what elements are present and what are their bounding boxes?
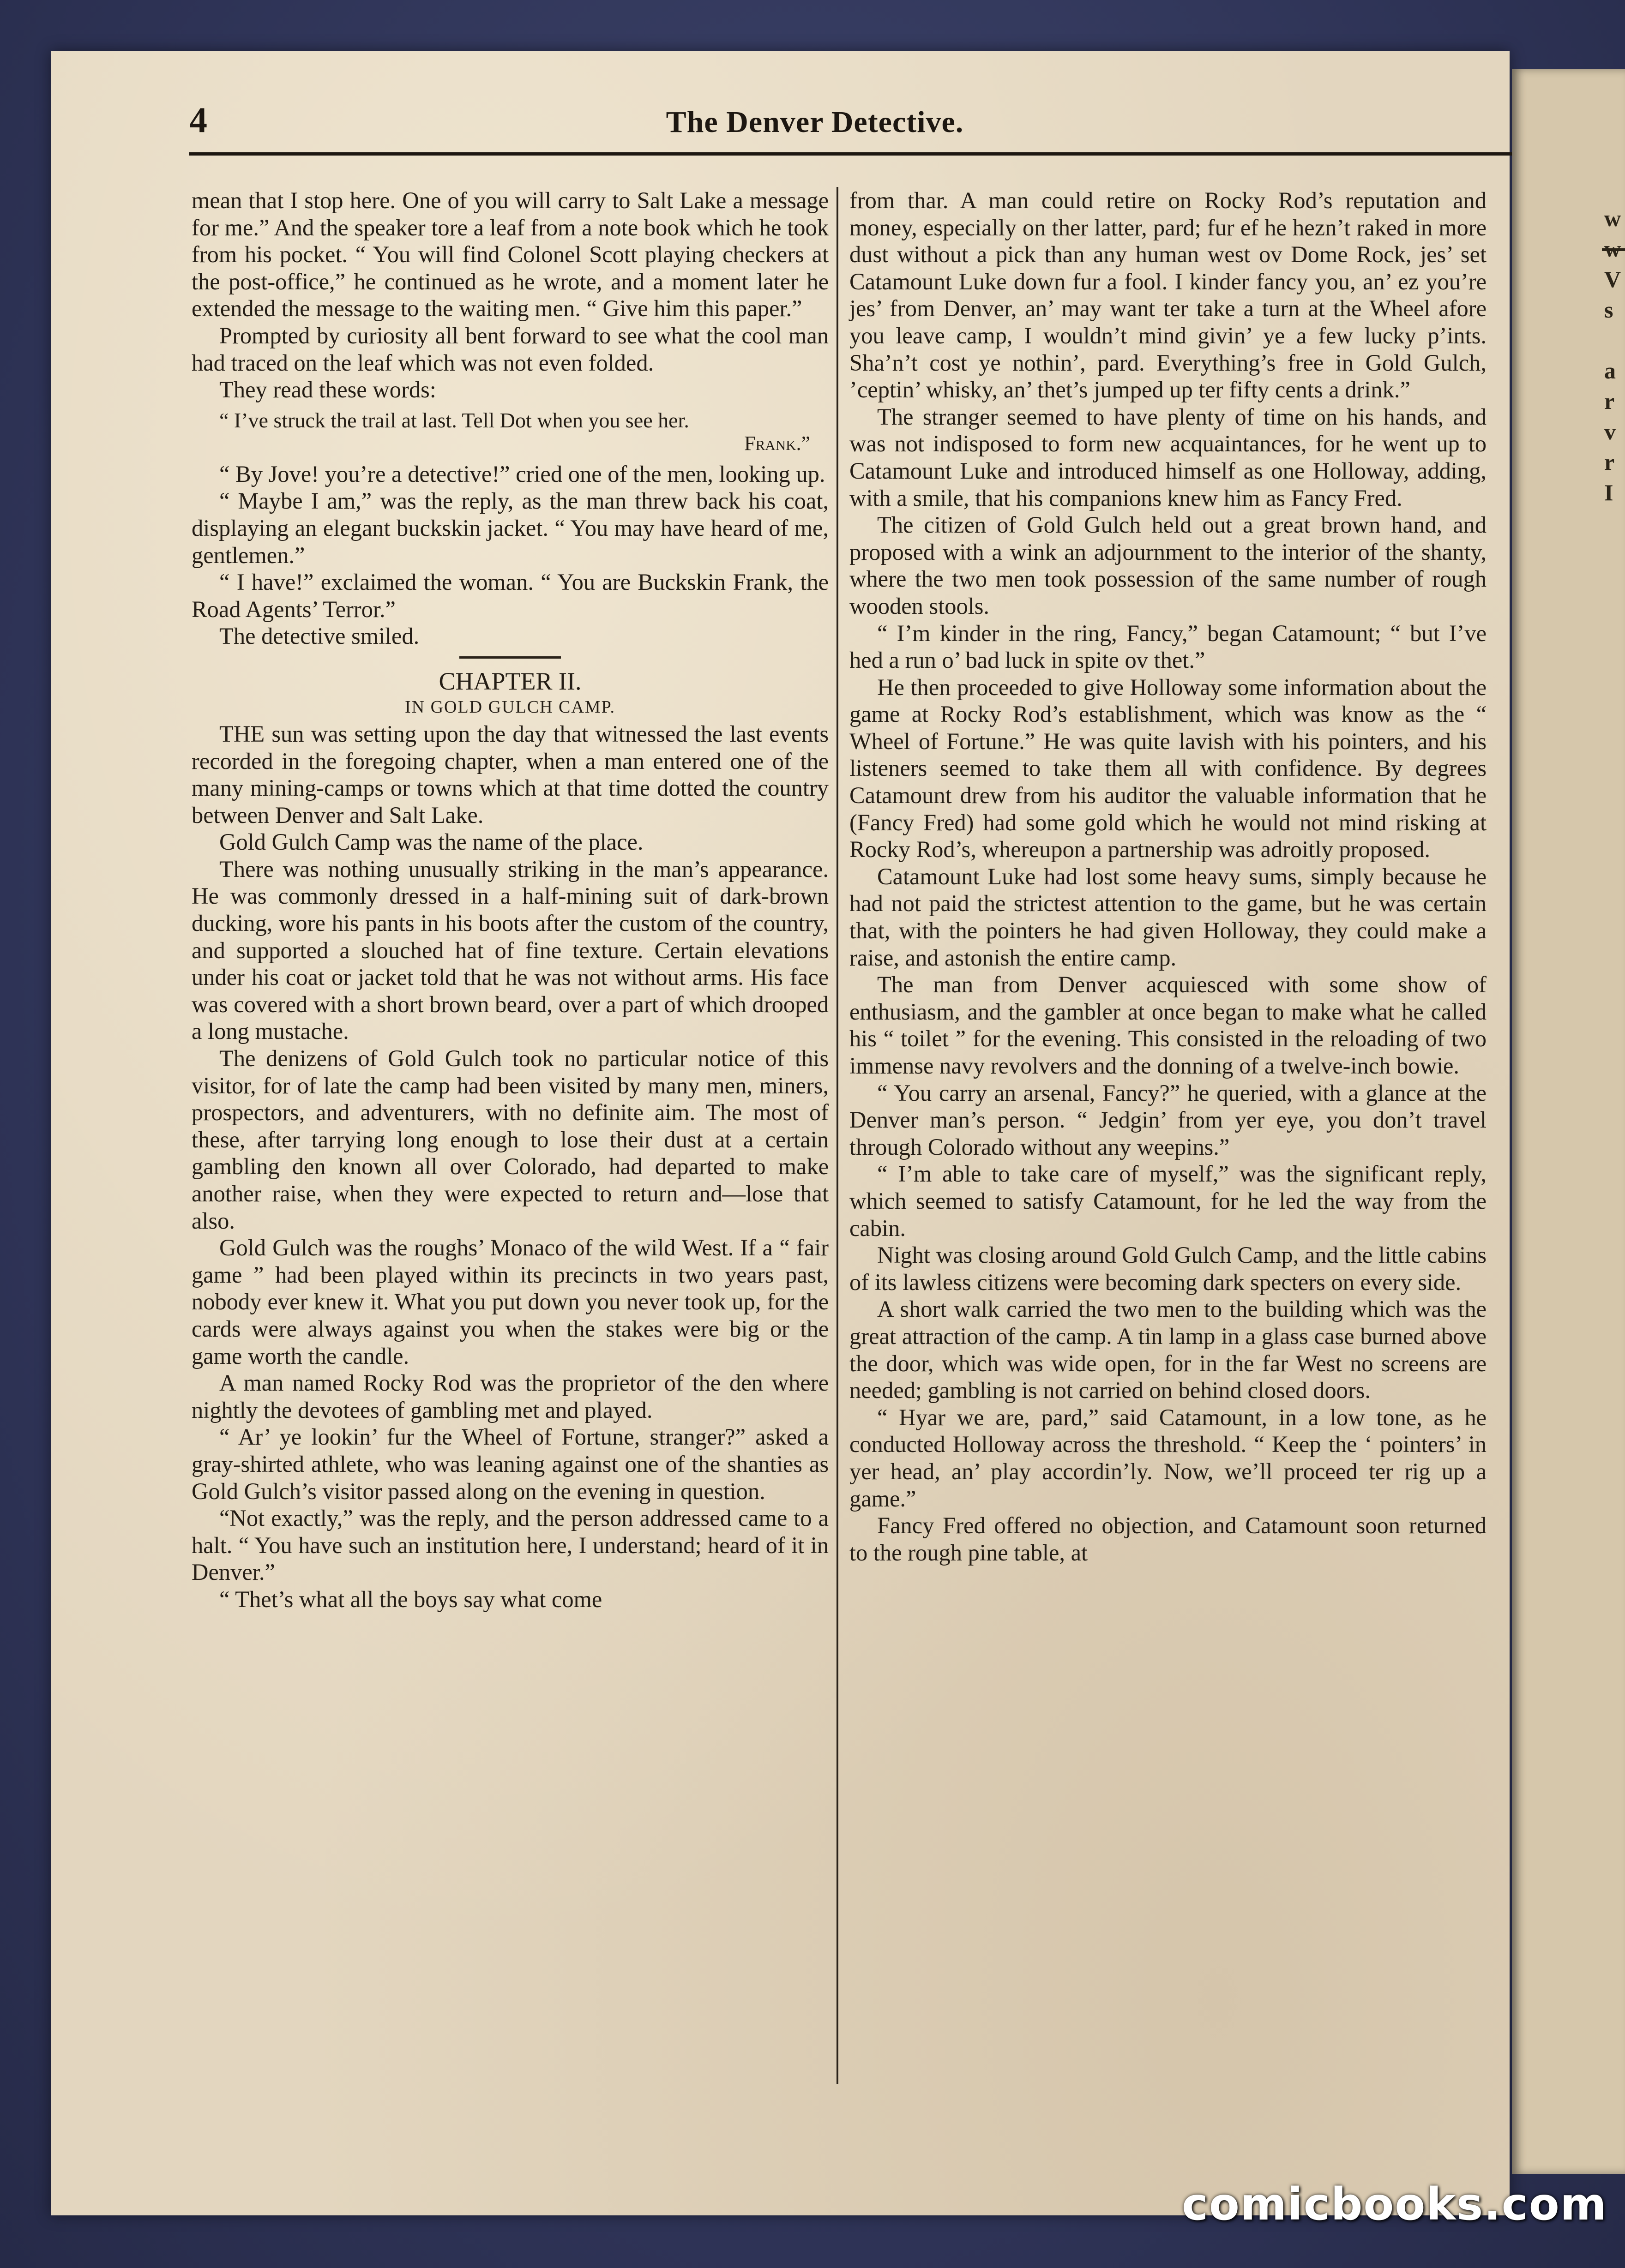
paragraph: He then proceeded to give Holloway some information about the game at Rocky Rod’s establishment, which was know as the “ Wheel of Fortune.” He was quite lavish with his pointers, and his listeners seemed to take them all with confidence. By degrees Catamount drew from his auditor the valuable information that he (Fancy Fred) had some gold which he would not mind risking at Rocky Rod’s, whereupon a partnership was adroitly proposed. (849, 674, 1487, 863)
paragraph: “ Hyar we are, pard,” said Catamount, in a low tone, as he conducted Holloway across the threshold. “ Keep the ‘ pointers’ in yer head, an’ play accordin’ly. Now, we’ll proceed ter rig up a game.” (849, 1404, 1487, 1512)
paragraph: The stranger seemed to have plenty of time on his hands, and was not indisposed to form new acquaintances, for he went up to Catamount Luke and introduced himself as one Holloway, adding, with a smile, that his companions knew him as Fancy Fred. (849, 403, 1487, 511)
header-rule (189, 152, 1512, 156)
paragraph: “ I’m able to take care of myself,” was the significant reply, which seemed to satisfy Catamount, for he led the way from the cabin. (849, 1161, 1487, 1241)
paragraph: THE sun was setting upon the day that witnessed the last events recorded in the foregoing chapter, when a man entered one of the many mining-camps or towns which at that time dotted the country between Denver and Salt Lake. (192, 720, 829, 828)
paragraph: Gold Gulch was the roughs’ Monaco of the wild West. If a “ fair game ” had been played within its precincts in two years past, nobody ever knew it. What you put down you never took up, for the cards were always against you when the stakes were big or the game worth the candle. (192, 1235, 829, 1369)
adjacent-page-text: w w V s a r v r I (1604, 205, 1621, 505)
quoted-note (192, 408, 829, 456)
quoted-note-signature: Frank.” (744, 432, 810, 455)
paragraph: “ I have!” exclaimed the woman. “ You are Buckskin Frank, the Road Agents’ Terror.” (192, 569, 829, 622)
paragraph: “ By Jove! you’re a detective!” cried one of the men, looking up. (219, 461, 825, 487)
paragraph: “ Ar’ ye lookin’ fur the Wheel of Fortune, stranger?” asked a gray-shirted athlete, who was leaning against one of the shanties as Gold Gulch’s visitor passed along on the evening in question. (192, 1424, 829, 1504)
paragraph: “Not exactly,” was the reply, and the person addressed came to a halt. “ You have such an institution here, I understand; heard of it in Denver.” (192, 1505, 829, 1585)
adjacent-page-edge (1512, 69, 1625, 2174)
paragraph: “ Maybe I am,” was the reply, as the man threw back his coat, displaying an elegant buckskin jacket. “ You may have heard of me, gentlemen.” (192, 488, 829, 568)
chapter-heading: CHAPTER II. (439, 667, 582, 695)
quoted-note-text: “ I’ve struck the trail at last. Tell Dot when you see her. (219, 408, 689, 432)
paragraph: “ I’m kinder in the ring, Fancy,” began Catamount; “ but I’ve hed a run o’ bad luck in spite ov thet.” (849, 620, 1487, 673)
paragraph: “ You carry an arsenal, Fancy?” he queried, with a glance at the Denver man’s person. “ Jedgin’ from yer eye, you don’t travel through Colorado without any weepins.” (849, 1080, 1487, 1160)
paragraph: mean that I stop here. One of you will carry to Salt Lake a message for me.” And the speaker tore a leaf from a note book which he took from his pocket. “ You will find Colonel Scott playing checkers at the post-office,” he continued as he wrote, and a moment later he extended the message to the waiting men. “ Give him this paper.” (192, 187, 829, 322)
paragraph: “ Thet’s what all the boys say what come (219, 1586, 602, 1612)
paragraph: Catamount Luke had lost some heavy sums, simply because he had not paid the strictest attention to the game, but he was certain that, with the pointers he had given Holloway, they could make a raise, and astonish the entire camp. (849, 863, 1487, 971)
page-title: The Denver Detective. (666, 105, 964, 139)
page-number: 4 (189, 100, 207, 140)
paragraph: from thar. A man could retire on Rocky Rod’s reputation and money, especially on ther latter, pard; fur ef he hezn’t raked in more dust without a pick than any human west ov Dome Rock, jes’ set Catamount Luke down fur a fool. I kinder fancy you, an’ ez you’re jes’ from Denver, an’ may want ter take a turn at the Wheel afore you leave camp, I wouldn’t mind givin’ ye a few lucky p’ints. Sha’n’t cost ye nothin’, pard. Everything’s free in Gold Gulch, ’ceptin’ whisky, an’ thet’s jumped up ter fifty cents a drink.” (849, 187, 1487, 403)
watermark-logo: comicbooks.com (1182, 2178, 1607, 2230)
paragraph: Night was closing around Gold Gulch Camp, and the little cabins of its lawless citizens were becoming dark specters on every side. (849, 1242, 1487, 1295)
paragraph: The detective smiled. (219, 623, 420, 649)
column-divider (837, 187, 838, 2084)
chapter-rule (459, 656, 561, 659)
right-column (849, 187, 1487, 2093)
paragraph: Gold Gulch Camp was the name of the place. (219, 829, 644, 855)
paragraph: Fancy Fred offered no objection, and Catamount soon returned to the rough pine table, at (849, 1512, 1487, 1566)
paragraph: They read these words: (219, 377, 436, 403)
paragraph: Prompted by curiosity all bent forward to see what the cool man had traced on the leaf which was not even folded. (192, 322, 829, 376)
paragraph: There was nothing unusually striking in the man’s appearance. He was commonly dressed in a half-mining suit of dark-brown ducking, wore his pants in his boots after the custom of the country, and supported a slouched hat of fine texture. Certain elevations under his coat or jacket told that he was not without arms. His face was covered with a short brown beard, over a part of which drooped a long mustache. (192, 856, 829, 1044)
page-header (134, 99, 1496, 155)
paragraph: A short walk carried the two men to the building which was the great attraction of the camp. A tin lamp in a glass case burned above the door, which was wide open, for in the far West no screens are needed; gambling is not carried on behind closed doors. (849, 1296, 1487, 1404)
paragraph: The citizen of Gold Gulch held out a great brown hand, and proposed with a wink an adjournment to the interior of the shanty, where the two men took possession of the same number of rough wooden stools. (849, 512, 1487, 619)
paragraph: The denizens of Gold Gulch took no particular notice of this visitor, for of late the camp had been visited by many men, miners, prospectors, and adventurers, with no definite aim. The most of these, after tarrying long enough to lose their dust at a certain gambling den known all over Colorado, had departed to make another raise, when they were expected to return and—lose that also. (192, 1045, 829, 1234)
paragraph: The man from Denver acquiesced with some show of enthusiasm, and the gambler at once began to make what he called his “ toilet ” for the evening. This consisted in the reloading of two immense navy revolvers and the donning of a twelve-inch bowie. (849, 972, 1487, 1079)
chapter-subheading: IN GOLD GULCH CAMP. (404, 697, 616, 717)
left-column (192, 187, 829, 2093)
paragraph: A man named Rocky Rod was the proprietor of the den where nightly the devotees of gambling met and played. (192, 1370, 829, 1423)
